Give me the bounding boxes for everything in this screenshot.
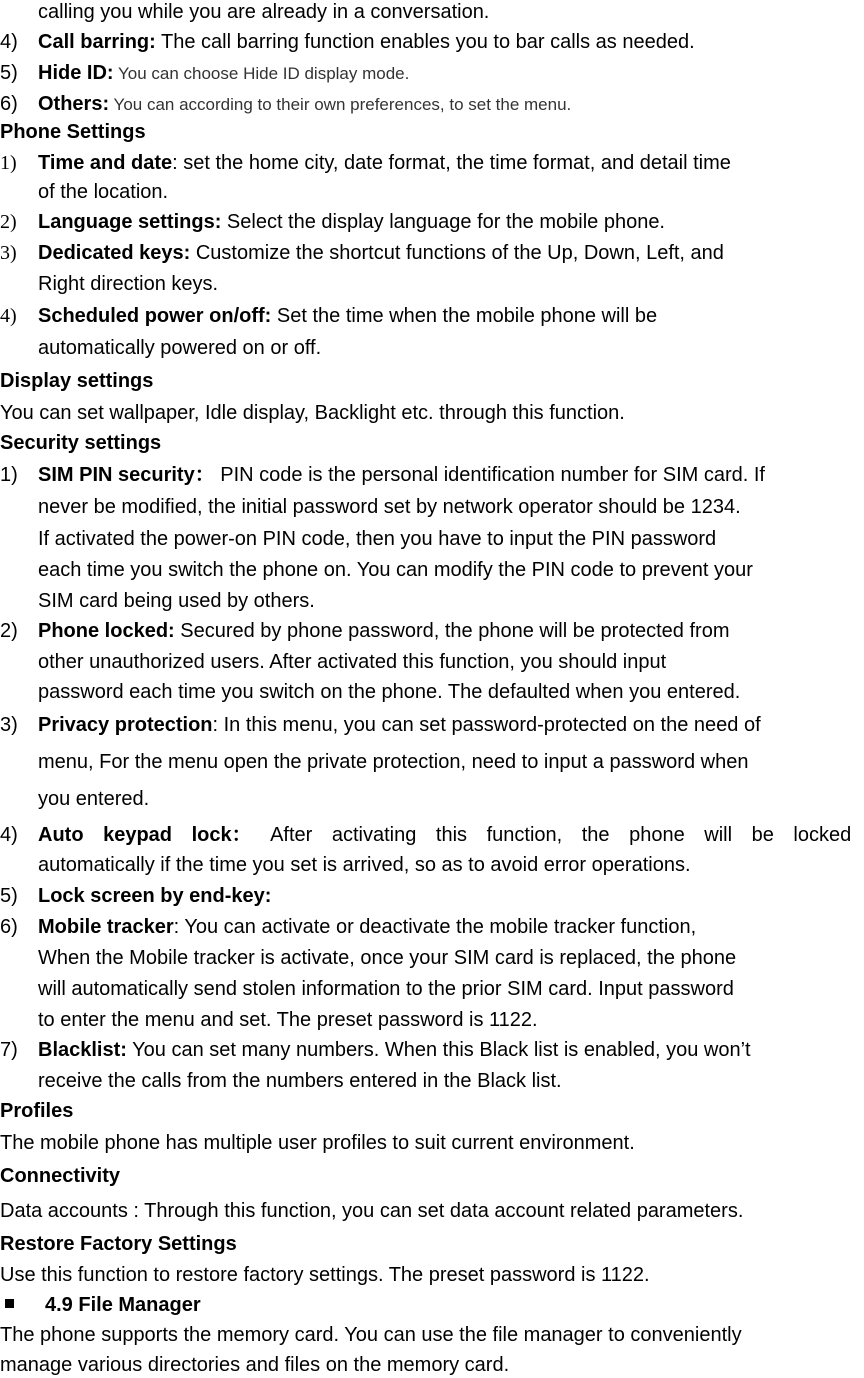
paragraph-line: manage various directories and files on the memory card. (0, 1354, 510, 1376)
paragraph-line: The phone supports the memory card. You can use the file manager to conveniently (0, 1324, 742, 1346)
item-title: Others: (38, 93, 110, 115)
paragraph-line: Use this function to restore factory settings. The preset password is 1122. (0, 1264, 650, 1286)
item-title: Hide ID: (38, 62, 114, 84)
paragraph-line: The mobile phone has multiple user profiles to suit current environment. (0, 1132, 635, 1154)
paragraph-line: Data accounts : Through this function, you can set data account related parameters. (0, 1200, 744, 1222)
section-heading: Security settings (0, 432, 162, 454)
paragraph-line: You can set wallpaper, Idle display, Backlight etc. through this function. (0, 402, 625, 424)
section-heading: Profiles (0, 1100, 74, 1122)
item-title: Call barring: (38, 31, 156, 53)
section-heading: Display settings (0, 370, 154, 392)
square-bullet-icon (5, 1299, 14, 1308)
section-heading: Restore Factory Settings (0, 1233, 237, 1255)
section-heading: Phone Settings (0, 121, 146, 143)
section-heading: Connectivity (0, 1165, 121, 1187)
